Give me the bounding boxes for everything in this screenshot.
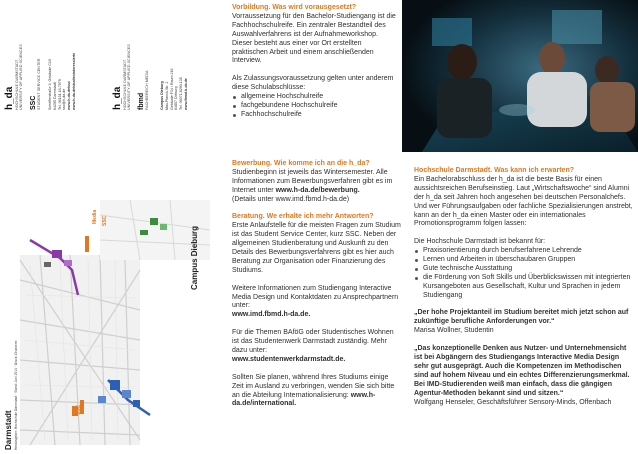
ssc-sub: STUDENT SERVICE CENTER xyxy=(37,58,41,110)
school-certificates-list xyxy=(232,93,398,120)
students-photo xyxy=(402,0,638,152)
ssc-block xyxy=(30,58,41,110)
map-label-ssc-2: SSC xyxy=(76,404,82,415)
text-ausland xyxy=(232,374,402,410)
text-bewerbung xyxy=(232,169,402,205)
quote-student xyxy=(414,309,634,336)
text-bachelor: Ein Bachelorabschluss der h_da ist die beste Basis für einen aussichtsreichen Berufseinstieg. Laut „Wirtschaftswoche“ sind Alumni der h_da seit Jahren hoch angesehen bei deutschen Personalchefs. Und wer Führungsaufgaben oder fachliche Spezialisierungen anstrebt, kann an der h_da einen Master oder ein internationales Promotionsprogramm folgen lassen: xyxy=(414,175,633,228)
map-label-ssc-1: SSC xyxy=(102,215,108,226)
hda-logo-sub-2: UNIVERSITY OF APPLIED SCIENCES xyxy=(19,44,24,110)
heading-bewerbung: Bewerbung. Wie komme ich an die h_da? xyxy=(232,160,370,167)
ssc-line-4: ssc@h-da.de xyxy=(62,88,67,110)
ssc-line-2: 64295 Darmstadt xyxy=(52,82,57,110)
quote-henseler-author: Wolfgang Henseler, Geschäftsführer Sensory-Minds, Offenbach xyxy=(414,398,612,406)
quote-henseler-text: „Das konzeptionelle Denken aus Nutzer- und Unternehmensicht ist bei Abgängern des Studiengangs Interactive Media Design sehr gut ausgeprägt. Auch die Kompetenzen im Methodischen sind auf hohem Niveau und ein echtes Differenzierungsmerkmal. Bei IMD-Studierenden weiß man einfach, dass die gängigen Agentur-Methoden bekannt sind und sitzen.“ xyxy=(414,345,630,397)
text-bafoeg-part: Für die Themen BAföG oder Studentisches Wohnen ist das Studentenwerk Darmstadt zuständig. Mehr dazu unter: xyxy=(232,329,394,354)
column-bewerbung xyxy=(232,160,402,418)
hda2-logo-sub-1: HOCHSCHULE DARMSTADT xyxy=(123,59,127,110)
contact-block-ssc xyxy=(4,44,23,110)
ssc-logo: SSC xyxy=(30,95,37,110)
contact-panel xyxy=(0,0,225,200)
map-title-dieburg: Campus Dieburg xyxy=(190,225,199,290)
list-item: Lernen und Arbeiten in überschaubaren Gruppen xyxy=(414,256,634,265)
heading-vorbildung: Vorbildung. Was wird vorausgesetzt? xyxy=(232,4,357,11)
map-credit: Herausgeber: Hochschule Darmstadt · Stand: Juni 2014 · Druck: Druckerei xyxy=(14,340,18,450)
photo-illustration xyxy=(402,0,638,152)
strengths-list xyxy=(414,247,634,300)
campus-map xyxy=(0,200,225,454)
ssc-url-1[interactable]: www.h-da.de/ssc xyxy=(67,80,72,110)
hda2-logo-sub-2: UNIVERSITY OF APPLIED SCIENCES xyxy=(127,44,132,110)
map-label-media: Media xyxy=(92,209,98,224)
link-imd[interactable]: www.imd.fbmd.h-da.de. xyxy=(232,311,311,319)
fbmd-logo: fbmd xyxy=(138,92,145,110)
column-vorbildung xyxy=(232,4,398,129)
fbmd-line-1: Campus Dieburg xyxy=(160,81,164,110)
contact-block-fbmd xyxy=(112,44,131,110)
fbmd-block xyxy=(138,70,149,110)
link-studentenwerk[interactable]: www.studentenwerkdarmstadt.de. xyxy=(232,355,346,363)
list-item: Gute technische Ausstattung xyxy=(414,265,634,274)
text-vorbildung: Vorraussetzung für den Bachelor-Studiengang ist die Fachhochschulreife. Ein zentraler Bestandteil des Auswahlverfahrens ist der Aufnahmeworkshop. Dieser besteht aus einer vor Ort erstellten praktischen Arbeit und einem anschließenden Interview. xyxy=(232,12,396,65)
text-weitere-info xyxy=(232,285,402,321)
link-bewerbung[interactable]: www.h-da.de/bewerbung. xyxy=(275,186,360,194)
quote-student-author: Marisa Wollner, Studentin xyxy=(414,327,494,335)
text-bekannt: Die Hochschule Darmstadt ist bekannt für: xyxy=(414,238,546,246)
list-item: Praxisorientierung durch berufserfahrene Lehrende xyxy=(414,247,634,256)
text-weitere-info-part: Weitere Informationen zum Studiengang Interactive Media Design und Kontaktdaten zu Ansprechpartnern unter: xyxy=(232,284,399,310)
ssc-address xyxy=(48,53,77,110)
hda-logo-sub-1: HOCHSCHULE DARMSTADT xyxy=(15,59,19,110)
ssc-line-3: Tel. 06151.16-7979 xyxy=(57,79,62,110)
ssc-url-2[interactable]: www.h-da.de/studieninteressierte xyxy=(71,52,76,110)
list-item: die Förderung von Soft Skills und Überblickswissen mit integrierten Kursangeboten aus Gesellschaft, Kultur und Sprachen in jedem Studiengang xyxy=(414,274,634,301)
quote-henseler xyxy=(414,345,634,407)
heading-hochschule: Hochschule Darmstadt. Was kann ich erwarten? xyxy=(414,167,575,174)
fbmd-url[interactable]: www.fbmd.h-da.de xyxy=(183,78,188,110)
text-bafoeg xyxy=(232,329,402,365)
ssc-line-1: Schöfferstraße 3, Gebäude C10 xyxy=(48,59,52,110)
list-item: fachgebundene Hochschulreife xyxy=(232,102,398,111)
quote-student-text: „Der hohe Projektanteil im Studium bereitet mich jetzt schon auf zukünftige berufliche Anforderungen vor.“ xyxy=(414,309,629,326)
text-bewerbung-part: Studienbeginn ist jeweils das Wintersemester. Alle Informationen zum Bewerbungsverfahren gibt es im Internet unter xyxy=(232,168,393,194)
list-item: Fachhochschulreife xyxy=(232,111,398,120)
column-hochschule xyxy=(414,167,634,416)
map-title-darmstadt: Darmstadt xyxy=(4,410,13,450)
hda-logo: h_da xyxy=(4,86,15,110)
fbmd-line-4: 64807 Dieburg xyxy=(174,86,179,110)
fbmd-line-2: Max-Planck-Str. 2 xyxy=(164,81,169,110)
darmstadt-map xyxy=(20,255,140,445)
fbmd-sub: FACHBEREICH MEDIA xyxy=(145,70,149,110)
text-zulassung: Als Zulassungsvoraussetzung gelten unter anderem diese Schulabschlüsse: xyxy=(232,75,394,92)
fbmd-line-3: Gebäude F14 / Raum 216 xyxy=(169,68,174,110)
text-beratung: Erste Anlaufstelle für die meisten Fragen zum Studium ist das Student Service Center, kurz SSC. Neben der allgemeinen Studienberatung und Auskunft zu den Details des Bewerbungsverfahrens gibt es hier auch Beratung zur Organisation oder Finanzierung des Studiums. xyxy=(232,222,401,274)
link-international[interactable]: www.h-da.de/international. xyxy=(232,391,376,408)
heading-beratung: Beratung. We erhalte ich mehr Antworten? xyxy=(232,213,374,221)
text-ausland-part: Sollten Sie planen, während Ihres Studiums einige Zeit im Ausland zu verbringen, wenden Sie sich bitte an die Abteilung Internationalisierung: xyxy=(232,373,395,399)
text-bewerbung-details: (Details unter www.imd.fbmd.h-da.de) xyxy=(232,195,350,203)
fbmd-line-5: Tel. 06071.8290-135 xyxy=(179,77,184,110)
fbmd-address xyxy=(160,68,189,110)
list-item: allgemeine Hochschulreife xyxy=(232,93,398,102)
hda-logo-2: h_da xyxy=(112,86,123,110)
